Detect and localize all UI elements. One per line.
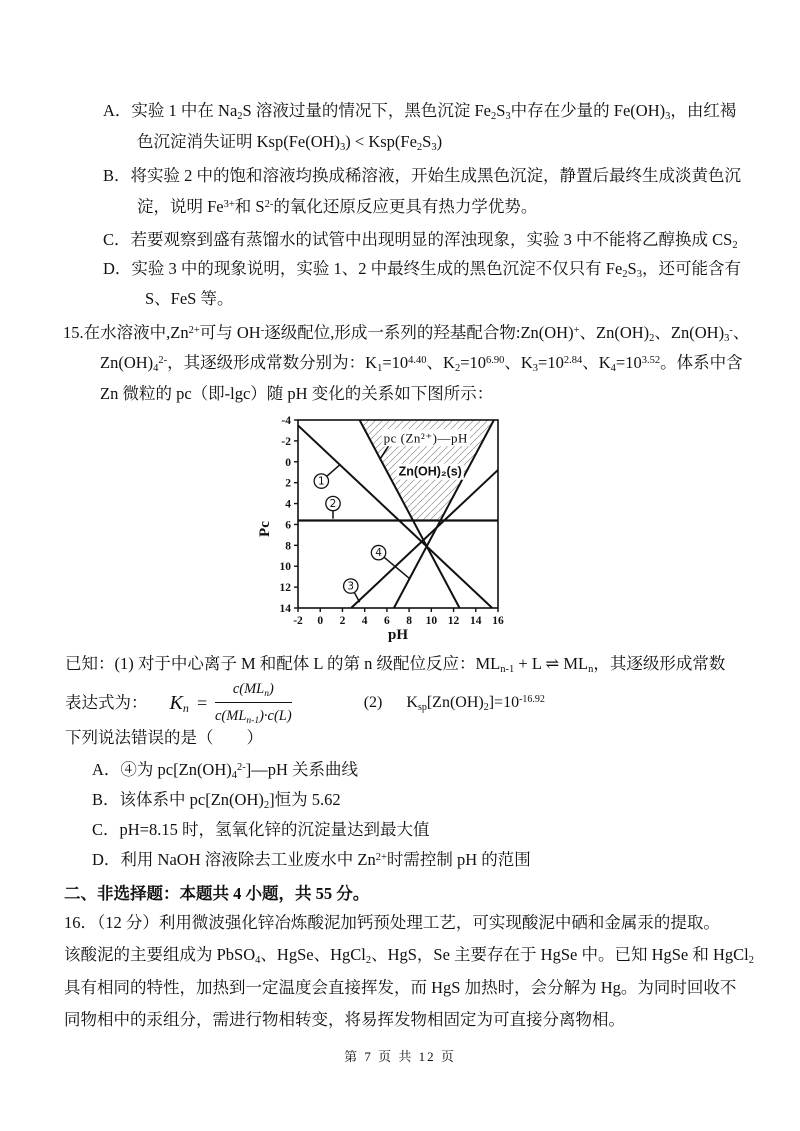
- q15-option-a: A．④为 $pc[Zn(OH)_4^{2-}]—pH$ 关系曲线: [92, 760, 359, 781]
- svg-text:10: 10: [279, 561, 291, 574]
- svg-text:-2: -2: [293, 615, 303, 627]
- svg-text:3: 3: [347, 580, 355, 593]
- known-conditions-line: 已知：(1) 对于中心离子 M 和配体 L 的第 n 级配位反应：$ML_{n-1} + L$ ⇌ $ML_n$，其逐级形成常数: [65, 654, 726, 675]
- chart-region-label-0: pc (Zn²⁺)—pH: [383, 430, 468, 446]
- x-axis-label: pH: [387, 627, 409, 643]
- svg-text:4: 4: [361, 615, 368, 627]
- kn-formula-row: [65, 678, 545, 727]
- formula-prefix: 表达式为：: [65, 692, 148, 712]
- svg-text:4: 4: [375, 547, 382, 560]
- svg-text:16: 16: [492, 615, 504, 627]
- item-2-label: (2): [363, 693, 383, 711]
- svg-text:2: 2: [285, 477, 291, 490]
- svg-text:6: 6: [285, 519, 291, 532]
- svg-text:8: 8: [285, 540, 291, 553]
- question-15-line2: $Zn(OH)_4^{2-}$，其逐级形成常数分别为：$K_1=10^{4.40}$、$K_2=10^{6.90}$、$K_3=10^{2.84}$、$K_4=10^{3.52}$。体系中含: [100, 353, 743, 374]
- section-2-heading: 二、非选择题：本题共 4 小题，共 55 分。: [64, 884, 370, 903]
- svg-text:-2: -2: [281, 435, 291, 448]
- option-b-line1: B．将实验 2 中的饱和溶液均换成稀溶液，开始生成黑色沉淀，静置后最终生成淡黄色沉: [103, 166, 742, 185]
- kn-symbol: $K_n$: [169, 691, 189, 715]
- question-16-line4: 同物相中的汞组分，需进行物相转变，将易挥发物相固定为可直接分离物相。: [64, 1010, 625, 1029]
- svg-text:1: 1: [317, 475, 325, 488]
- q15-option-c: C．pH=8.15 时，氢氧化锌的沉淀量达到最大值: [92, 820, 430, 839]
- svg-text:10: 10: [425, 615, 438, 627]
- svg-text:2: 2: [329, 498, 337, 511]
- chart-region-label-1: Zn(OH)₂(s): [398, 464, 462, 479]
- svg-text:12: 12: [447, 615, 460, 627]
- kn-fraction: [215, 678, 292, 727]
- question-16-line3: 具有相同的特性，加热到一定温度会直接挥发，而 HgS 加热时，会分解为 Hg。为同时回收不: [64, 978, 737, 997]
- fraction-numerator: $c(ML_n)$: [215, 678, 292, 703]
- question-16-line1: 16．（12 分）利用微波强化锌冶炼酸泥加钙预处理工艺，可实现酸泥中硒和金属汞的提取。: [64, 913, 720, 932]
- question-15-line1: 15.在水溶液中$,Zn^{2+}$可与 OH-逐级配位,形成一系列的羟基配合物:Zn(OH)+、$Zn(OH)_2$、$Zn(OH)_3^-$、: [63, 323, 750, 344]
- pc-ph-chart: [256, 414, 508, 648]
- y-axis-label: Pc: [257, 521, 273, 537]
- option-a-line1: A．实验 1 中在 $Na_2S$ 溶液过量的情况下，黑色沉淀 $Fe_2S_3$中存在少量的 $Fe(OH)_3$，由红褐: [103, 101, 737, 122]
- ksp-value: $K_{sp}[Zn(OH)_2]=10^{-16.92}$: [406, 693, 545, 713]
- q15-option-d: D．利用 NaOH 溶液除去工业废水中 $Zn^{2+}$时需控制 pH 的范围: [92, 850, 531, 869]
- svg-text:14: 14: [470, 615, 482, 627]
- option-c-line: C．若要观察到盛有蒸馏水的试管中出现明显的浑浊现象，实验 3 中不能将乙醇换成 $CS_2$: [103, 230, 738, 251]
- option-d-line2: S、FeS 等。: [145, 289, 234, 308]
- svg-text:6: 6: [384, 615, 390, 627]
- q15-option-b: B．该体系中 $pc[Zn(OH)_2]$恒为 5.62: [92, 790, 341, 811]
- chart-svg: [256, 414, 508, 648]
- option-a-line2: 色沉淀消失证明 $Ksp(Fe(OH)_3) < Ksp(Fe_2S_3)$: [137, 132, 443, 153]
- question-16-line2: 该酸泥的主要组成为 PbSO$_4$、HgSe、HgCl$_2$、HgS，Se 主要存在于 HgSe 中。已知 HgSe 和 HgCl$_2$: [64, 945, 755, 966]
- svg-text:2: 2: [339, 615, 346, 627]
- footer-page-number: 第 7 页 共 12 页: [344, 1049, 456, 1064]
- question-15-stem: 下列说法错误的是（ ）: [65, 728, 263, 747]
- svg-text:-4: -4: [281, 415, 291, 427]
- svg-text:8: 8: [406, 615, 412, 627]
- option-d-line1: D．实验 3 中的现象说明，实验 1、2 中最终生成的黑色沉淀不仅只有 $Fe_2S_3$，还可能含有: [103, 259, 741, 280]
- svg-text:14: 14: [279, 603, 291, 615]
- option-b-line2: 淀，说明 $Fe^{3+}$和 $S^{2-}$的氧化还原反应更具有热力学优势。: [137, 197, 538, 216]
- fraction-denominator: $c(ML_{n-1})\cdot c(L)$: [215, 708, 292, 726]
- svg-text:12: 12: [279, 582, 291, 595]
- svg-text:4: 4: [285, 498, 291, 511]
- svg-text:0: 0: [317, 615, 324, 627]
- equals-sign: =: [195, 692, 208, 713]
- svg-text:0: 0: [285, 456, 291, 469]
- question-15-line3: Zn 微粒的 pc（即-lgc）随 pH 变化的关系如下图所示：: [100, 384, 494, 403]
